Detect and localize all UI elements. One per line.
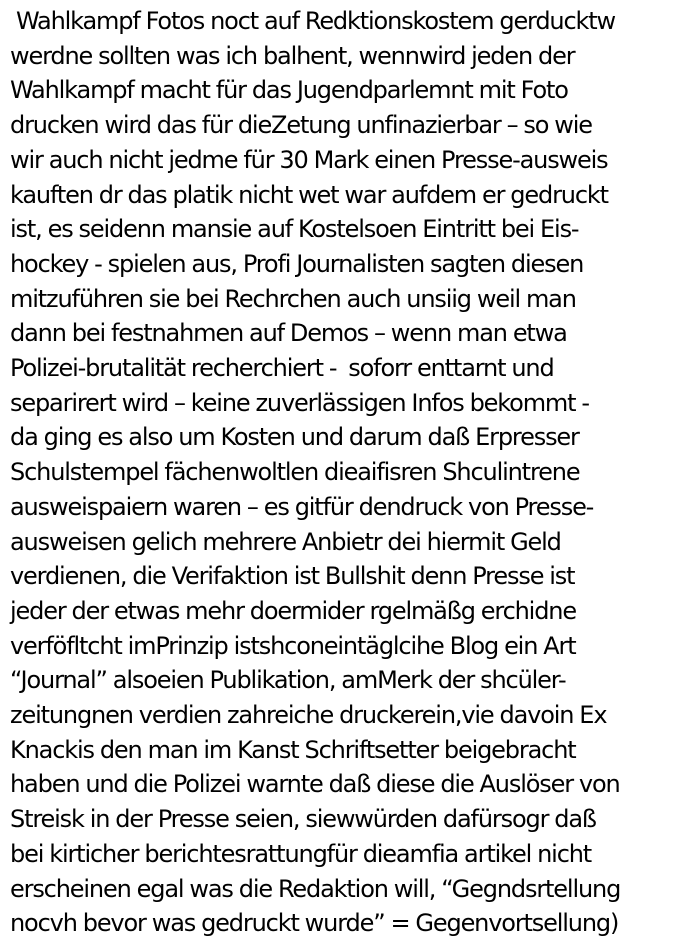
text-line: ist, es seidenn mansie auf Kostelsoen Eintritt bei Eis- [10, 215, 579, 244]
text-line: wir auch nicht jedme für 30 Mark einen Presse-ausweis [10, 145, 608, 174]
text-line: verföfltcht imPrinzip istshconeintäglcihe Blog ein Art [10, 631, 576, 660]
text-line: kauften dr das platik nicht wet war aufdem er gedruckt [10, 180, 608, 209]
text-line: jeder der etwas mehr doermider rgelmäßg erchidne [10, 596, 576, 625]
text-line: zeitungnen verdien zahreiche druckerein,vie davoin Ex [10, 701, 607, 730]
text-line: erscheinen egal was die Redaktion will, “Gegndsrtellung [10, 874, 621, 903]
text-line: haben und die Polizei warnte daß diese die Auslöser von [10, 770, 620, 799]
text-line: separirert wird – keine zuverlässigen Infos bekommt - [10, 388, 589, 417]
text-line: werdne sollten was ich balhent, wennwird jeden der [10, 41, 575, 70]
text-line: Schulstempel fächenwoltlen dieaifisren Shculintrene [10, 458, 580, 487]
text-line: verdienen, die Verifaktion ist Bullshit denn Presse ist [10, 562, 575, 591]
text-line: da ging es also um Kosten und darum daß Erpresser [10, 423, 579, 452]
text-line: Wahlkampf Fotos noct auf Redktionskostem gerducktw [10, 7, 616, 35]
text-line: ausweisen gelich mehrere Anbietr dei hiermit Geld [10, 527, 561, 556]
text-line: drucken wird das für dieZetung unfinazierbar – so wie [10, 111, 592, 140]
text-line: Streisk in der Presse seien, siewwürden dafürsogr daß [10, 805, 596, 834]
text-line: dann bei festnahmen auf Demos – wenn man etwa [10, 319, 567, 348]
text-line: Knackis den man im Kanst Schriftsetter beigebracht [10, 735, 576, 764]
text-line: hockey - spielen aus, Profi Journalisten sagten diesen [10, 249, 584, 278]
text-line: Wahlkampf macht für das Jugendparlemnt mit Foto [10, 76, 568, 105]
text-line: bei kirticher berichtesrattungfür dieamfia artikel nicht [10, 839, 592, 868]
text-line: Polizei-brutalität recherchiert - soforr enttarnt und [10, 354, 554, 383]
text-line: ausweispaiern waren – es gitfür dendruck von Presse- [10, 492, 594, 521]
text-line: nocvh bevor was gedruckt wurde” = Gegenvortsellung) [10, 909, 619, 938]
text-line: “Journal” alsoeien Publikation, amMerk der shcüler- [10, 666, 566, 695]
text-line: mitzuführen sie bei Rechrchen auch unsiig weil man [10, 284, 576, 313]
body-text [10, 4, 680, 941]
